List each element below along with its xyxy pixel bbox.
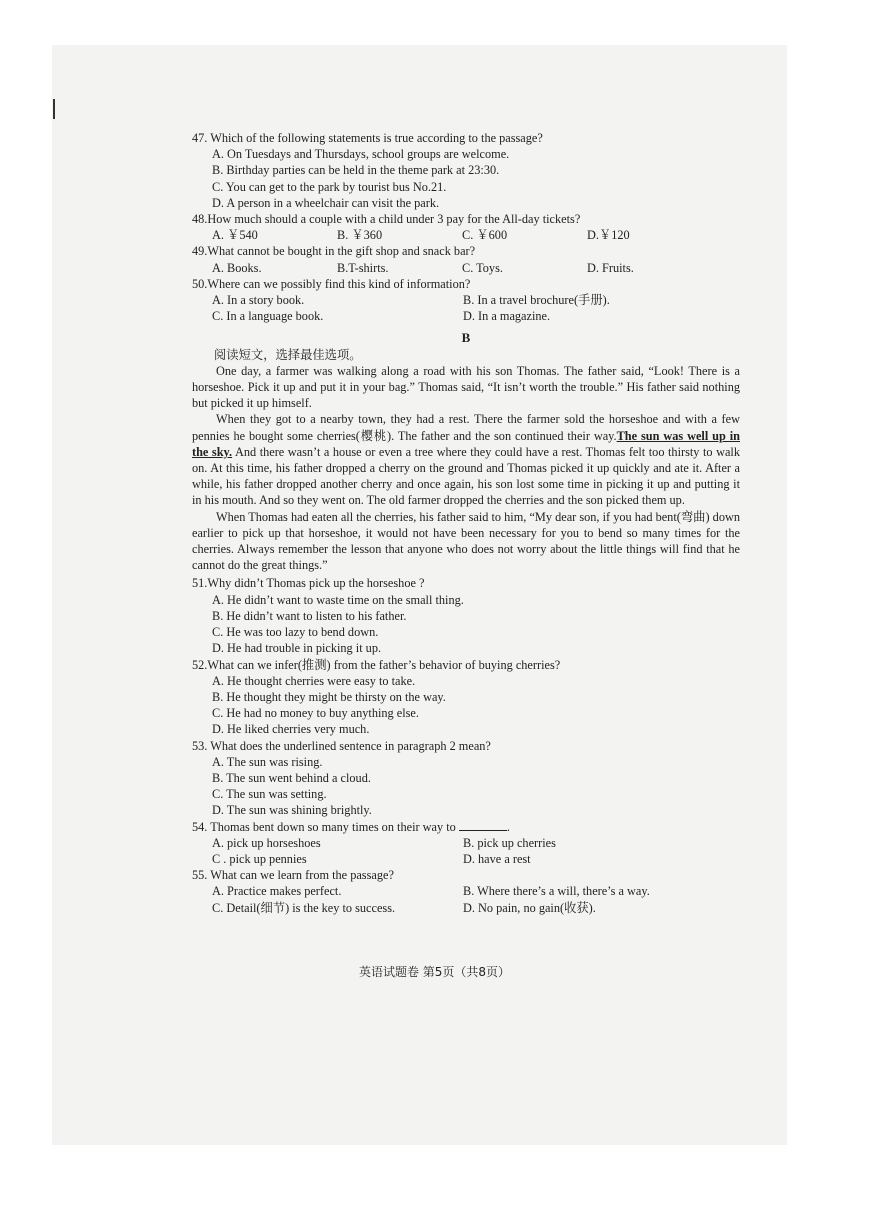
question-51-option-a: A. He didn’t want to waste time on the small thing. [212,592,464,607]
question-47-option-a: A. On Tuesdays and Thursdays, school groups are welcome. [212,147,510,162]
question-54-options-row2 [212,851,740,867]
question-55-option-b: B. Where there’s a will, there’s a way. [463,884,650,899]
question-52-option-a: A. He thought cherries were easy to take. [212,673,416,688]
question-55-option-d: D. No pain, no gain(收获). [463,900,596,915]
question-48-option-b: B. ￥360 [337,228,383,243]
paragraph-2-end: And there wasn’t a house or even a tree where they could have a rest. Thomas felt too thirsty to walk on. At this time, his father dropped a cherry on the ground and Thomas picked it up quickly and ate it. After a while, his father dropped another cherry and once again, his son lost some time in picking it up and putting it in his mouth. And so they went on. The old farmer dropped the cherries and the son picked them up. [192,444,740,508]
question-49-option-a: A. Books. [212,260,262,275]
question-52-stem: 52.What can we infer(推测) from the father’s behavior of buying cherries? [192,657,561,672]
question-50-option-c: C. In a language book. [212,309,324,324]
question-47 [192,130,740,211]
section-instruction: 阅读短文，选择最佳选项。 [214,347,362,362]
question-49 [192,243,740,275]
question-53-option-b: B. The sun went behind a cloud. [212,770,371,785]
question-54-stem-end: . [506,819,510,834]
question-47-option-b: B. Birthday parties can be held in the theme park at 23:30. [212,163,500,178]
question-52-option-d: D. He liked cherries very much. [212,722,370,737]
question-51-option-b: B. He didn’t want to listen to his father. [212,608,407,623]
question-53-stem: 53. What does the underlined sentence in paragraph 2 mean? [192,738,491,753]
question-47-stem: 47. Which of the following statements is true according to the passage? [192,131,543,145]
question-53-option-d: D. The sun was shining brightly. [212,803,372,818]
question-52-option-b: B. He thought they might be thirsty on the way. [212,689,446,704]
question-52 [192,657,740,738]
question-48-stem: 48.How much should a couple with a child under 3 pay for the All-day tickets? [192,212,581,227]
passage-paragraph-1: One day, a farmer was walking along a road with his son Thomas. The father said, “Look! There is a horseshoe. Pick it up and put it in your bag.” Thomas said, “It isn’t worth the trouble.” His father said nothing but picked it up himself. [192,363,740,411]
page-footer: 英语试题卷 第5页（共8页） [358,965,511,979]
question-54-option-b: B. pick up cherries [463,835,556,850]
question-48-option-a: A. ￥540 [212,228,258,243]
question-50 [192,276,740,325]
question-49-option-d: D. Fruits. [587,260,634,275]
underlined-sentence: The sun was well up in the sky. [192,428,740,459]
section-heading: B [461,330,471,346]
question-50-stem: 50.Where can we possibly find this kind of information? [192,276,471,291]
question-55-options-row2 [212,900,740,916]
question-54-stem [192,819,740,835]
question-52-option-c: C. He had no money to buy anything else. [212,706,419,721]
question-51 [192,575,740,656]
question-50-option-d: D. In a magazine. [463,309,551,324]
question-48-option-d: D.￥120 [587,228,630,243]
question-50-options-row2 [212,308,740,324]
question-48-options [212,227,740,243]
question-51-option-d: D. He had trouble in picking it up. [212,641,382,656]
passage-paragraph-2 [192,411,740,508]
question-53 [192,738,740,819]
question-50-option-a: A. In a story book. [212,293,305,308]
question-54-option-a: A. pick up horseshoes [212,835,321,850]
question-51-stem: 51.Why didn’t Thomas pick up the horseshoe ? [192,576,425,591]
question-53-option-a: A. The sun was rising. [212,754,323,769]
question-54-stem-start: 54. Thomas bent down so many times on their way to [192,819,456,834]
paragraph-2-start: When they got to a nearby town, they had a rest. There the farmer sold the horseshoe and with a few pennies he bought some cherries(樱桃). The father and the son continued their way. [192,412,740,443]
question-55-option-a: A. Practice makes perfect. [212,884,342,899]
question-49-option-c: C. Toys. [462,260,503,275]
question-51-option-c: C. He was too lazy to bend down. [212,625,379,640]
passage-paragraph-3: When Thomas had eaten all the cherries, his father said to him, “My dear son, if you had bent(弯曲) down earlier to pick up that horseshoe, it would not have been necessary for you to bend so many times for the cherries. Always remember the lesson that anyone who does not worry about the little things will find that he cannot do the great things.” [192,509,740,573]
question-54-option-d: D. have a rest [463,851,531,866]
question-55 [192,867,740,916]
question-48-option-c: C. ￥600 [462,228,508,243]
question-49-option-b: B.T-shirts. [337,260,389,275]
question-48 [192,211,740,243]
question-47-option-d: D. A person in a wheelchair can visit the park. [212,195,440,210]
question-50-options-row1 [212,292,740,308]
question-54-options-row1 [212,835,740,851]
question-54 [192,819,740,868]
question-47-option-c: C. You can get to the park by tourist bus No.21. [212,179,447,194]
question-55-options-row1 [212,883,740,899]
question-50-option-b: B. In a travel brochure(手册). [463,293,610,308]
question-53-option-c: C. The sun was setting. [212,787,327,802]
question-54-option-c: C . pick up pennies [212,851,307,866]
question-55-stem: 55. What can we learn from the passage? [192,868,394,883]
margin-mark [53,99,55,119]
exam-content [192,130,740,916]
answer-blank [459,819,507,831]
question-49-stem: 49.What cannot be bought in the gift shop and snack bar? [192,244,476,259]
question-55-option-c: C. Detail(细节) is the key to success. [212,900,396,915]
question-49-options [212,260,740,276]
